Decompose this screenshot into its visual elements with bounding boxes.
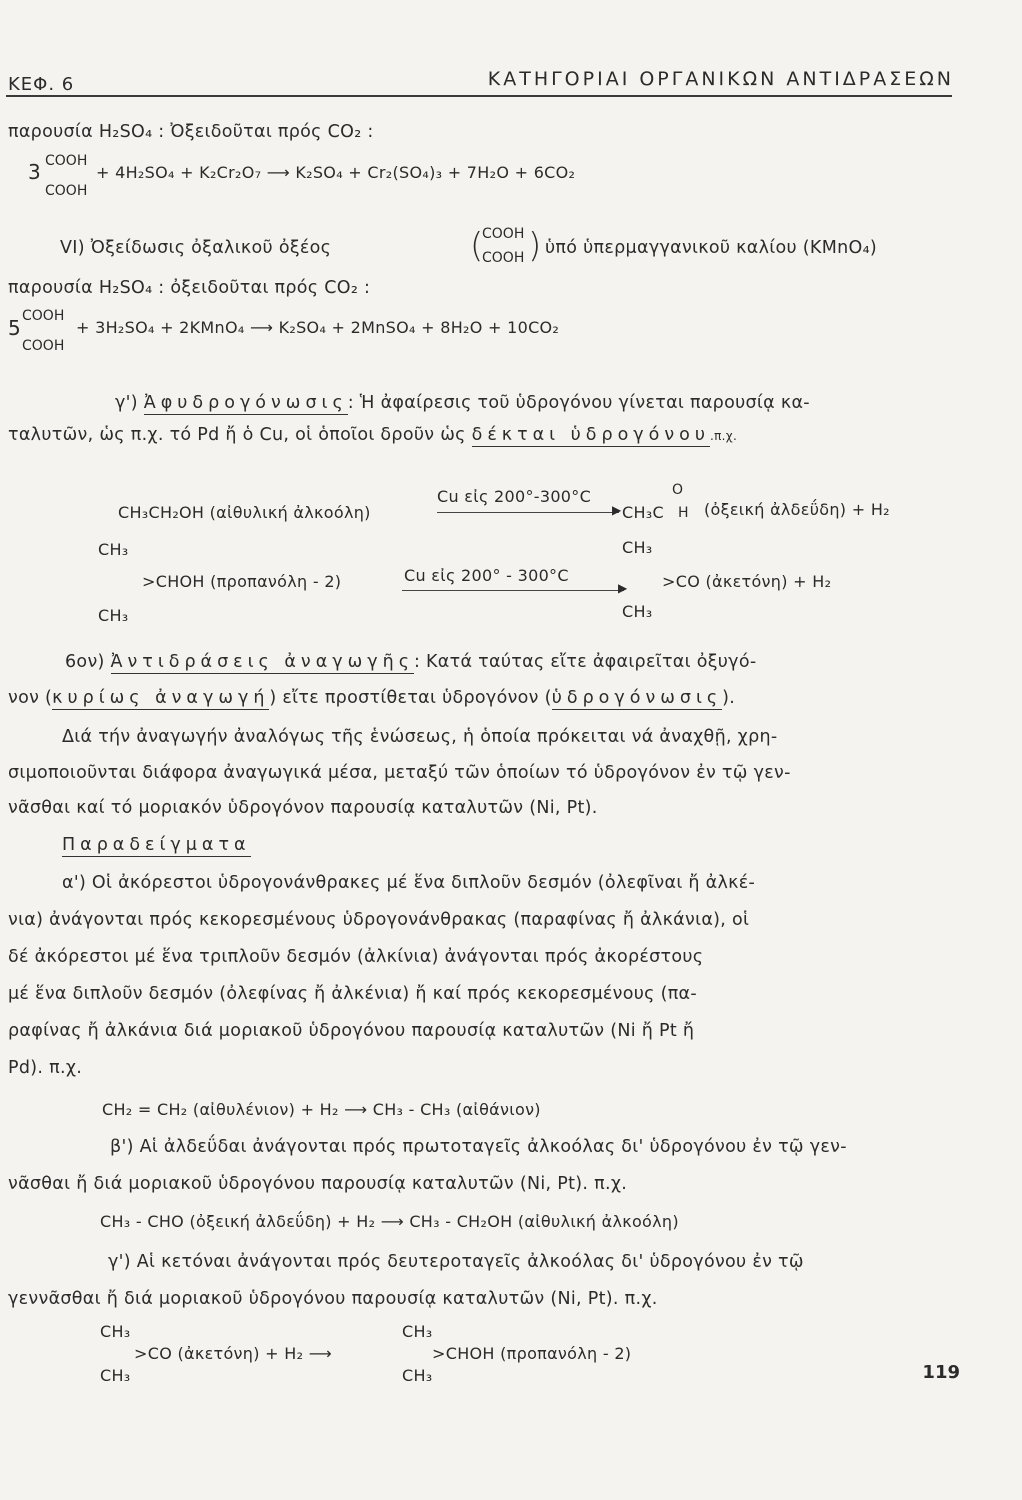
formula-bottom: COOH [482,250,525,266]
product-name: (ὀξεική ἀλδεΰδη) + H₂ [704,500,890,519]
methyl-bottom: CH₃ [98,606,129,625]
equation: + 3H₂SO₄ + 2KMnO₄ ⟶ K₂SO₄ + 2MnSO₄ + 8H₂O + 10CO₂ [76,318,560,337]
product: >CHOH (προπανόλη - 2) [432,1344,632,1363]
term-dehydrogenation: Ἀφυδρογόνωσις [143,393,348,413]
header-rule [6,95,952,97]
reactant: CH₃CH₂OH (αἰθυλική ἀλκοόλη) [118,503,371,522]
text-line: Διά τήν ἀναγωγήν ἀναλόγως τῆς ἑνώσεως, ἡ ὁποία πρόκειται νά ἀναχθῇ, χρη- [62,727,778,747]
methyl-bottom: CH₃ [622,602,653,621]
text-line: β') Αἱ ἀλδεΰδαι ἀνάγονται πρός πρωτοταγεῖς ἀλκοόλας δι' ὑδρογόνου ἐν τῷ γεν- [110,1137,847,1157]
item-marker: 6ον) [65,652,105,672]
text-line: παρουσία H₂SO₄ : Ὀξειδοῦται πρός CO₂ : [8,122,374,142]
definition-text: : Κατά ταύτας εἴτε ἀφαιρεῖται ὀξυγό- [413,652,757,672]
methyl-top: CH₃ [100,1322,131,1341]
term-reduction-reactions: Ἀντιδράσεις ἀναγωγῆς [110,652,414,672]
section-heading: VI) Ὀξείδωσις ὀξαλικοῦ ὀξέος [60,238,332,258]
text-span: ) εἴτε προστίθεται ὑδρογόνον ( [269,688,552,708]
carbonyl-o: O [672,482,684,498]
reaction-condition: Cu εἰς 200°-300°C [437,487,592,506]
methyl-top: CH₃ [98,540,129,559]
chapter-title: ΚΑΤΗΓΟΡΙΑΙ ΟΡΓΑΝΙΚΩΝ ΑΝΤΙΔΡΑΣΕΩΝ [487,68,954,90]
text-line: γεννᾶσθαι ἤ διά μοριακοῦ ὑδρογόνου παρουσίᾳ καταλυτῶν (Ni, Pt). π.χ. [8,1289,658,1309]
coefficient: 5 [8,316,22,340]
text-line: σιμοποιοῦνται διάφορα ἀναγωγικά μέσα, μεταξύ τῶν ὁποίων τό ὑδρογόνον ἐν τῷ γεν- [8,763,791,783]
text-line: ὑπό ὑπερμαγγανικοῦ καλίου (KMnO₄) [545,238,878,258]
text-line: Pd). π.χ. [8,1058,83,1078]
text-line: νια) ἀνάγονται πρός κεκορεσμένους ὑδρογονάνθρακας (παραφίνας ἤ ἀλκάνια), οἱ [8,910,750,930]
text-line: νᾶσθαι ἤ διά μοριακοῦ ὑδρογόνου παρουσίᾳ καταλυτῶν (Ni, Pt). π.χ. [8,1174,628,1194]
term-hydrogen-acceptors: δέκται ὑδρογόνου [471,425,710,445]
reactant-name: CHOH (προπανόλη - 2) [155,572,342,591]
text-span: ). [722,688,736,708]
examples-heading-text: Παραδείγματα [62,835,251,855]
formula-top: COOH [482,226,525,242]
bracket-right: ) [528,226,542,266]
product: CH₃C [622,503,664,522]
text-line [8,425,737,445]
methyl-bottom: CH₃ [100,1366,131,1385]
reactant: >CHOH (προπανόλη - 2) [142,572,342,591]
text-line [8,688,735,708]
term-hydrogenation: ὑδρογόνωσις [551,688,723,708]
definition-text: : Ἡ ἀφαίρεσις τοῦ ὑδρογόνου γίνεται παρουσίᾳ κα- [347,393,810,413]
text-line: γ') Αἱ κετόναι ἀνάγονται πρός δευτεροταγεῖς ἀλκοόλας δι' ὑδρογόνου ἐν τῷ [108,1252,804,1272]
equation: >CO (ἀκετόνη) + H₂ ⟶ [134,1344,332,1363]
product-name: CO (ἀκετόνη) + H₂ [675,572,832,591]
text-line [115,393,810,413]
product: >CO (ἀκετόνη) + H₂ [662,572,832,591]
arrow-head: ▶ [618,581,628,595]
methyl-top: CH₃ [402,1322,433,1341]
equation: + 4H₂SO₄ + K₂Cr₂O₇ ⟶ K₂SO₄ + Cr₂(SO₄)₃ + 7H₂O + 6CO₂ [96,163,576,182]
page-number: 119 [922,1362,960,1383]
text-line: ραφίνας ἤ ἀλκάνια διά μοριακοῦ ὑδρογόνου παρουσίᾳ καταλυτῶν (Ni ἤ Pt ἤ [8,1021,695,1041]
formula-top: COOH [22,308,65,324]
text-line: νᾶσθαι καί τό μοριακόν ὑδρογόνον παρουσίᾳ καταλυτῶν (Ni, Pt). [8,798,598,818]
equation-text: CO (ἀκετόνη) + H₂ ⟶ [147,1344,332,1363]
term-reduction: κυρίως ἀναγωγή [52,688,270,708]
text-line: α') Οἱ ἀκόρεστοι ὑδρογονάνθρακες μέ ἕνα διπλοῦν δεσμόν (ὀλεφῖναι ἤ ἀλκέ- [62,873,756,893]
product-name: CHOH (προπανόλη - 2) [445,1344,632,1363]
text-span: νον ( [8,688,53,708]
reaction-arrow [437,512,619,513]
methyl-top: CH₃ [622,538,653,557]
chapter-label: ΚΕΦ. 6 [8,74,75,95]
reaction-condition: Cu εἰς 200° - 300°C [404,566,569,585]
examples-heading [62,835,251,855]
methyl-bottom: CH₃ [402,1366,433,1385]
item-marker: γ') [115,393,138,413]
text-span: ταλυτῶν, ὡς π.χ. τό Pd ἤ ὁ Cu, οἱ ὁποῖοι δροῦν ὡς [8,425,466,445]
text-line: δέ ἀκόρεστοι μέ ἕνα τριπλοῦν δεσμόν (ἀλκίνια) ἀνάγονται πρός ἀκορέστους [8,947,704,967]
formula-bottom: COOH [45,183,88,199]
formula-top: COOH [45,153,88,169]
text-line [65,652,756,672]
formula-bottom: COOH [22,338,65,354]
text-line: μέ ἕνα διπλοῦν δεσμόν (ὀλεφίνας ἤ ἀλκένια) ἤ καί πρός κεκορεσμένους (πα- [8,984,697,1004]
text-span: .π.χ. [709,429,738,443]
arrow-head: ▶ [612,503,622,517]
equation: CH₃ - CHO (ὀξεική ἀλδεΰδη) + H₂ ⟶ CH₃ - CH₂OH (αἰθυλική ἀλκοόλη) [100,1212,679,1231]
coefficient: 3 [28,160,42,184]
bracket-left: ( [470,226,484,266]
equation: CH₂ = CH₂ (αἰθυλένιον) + H₂ ⟶ CH₃ - CH₃ (αἰθάνιον) [102,1100,541,1119]
aldehyde-h: H [678,505,689,521]
reaction-arrow [402,590,624,591]
text-line: παρουσία H₂SO₄ : ὀξειδοῦται πρός CO₂ : [8,278,371,298]
